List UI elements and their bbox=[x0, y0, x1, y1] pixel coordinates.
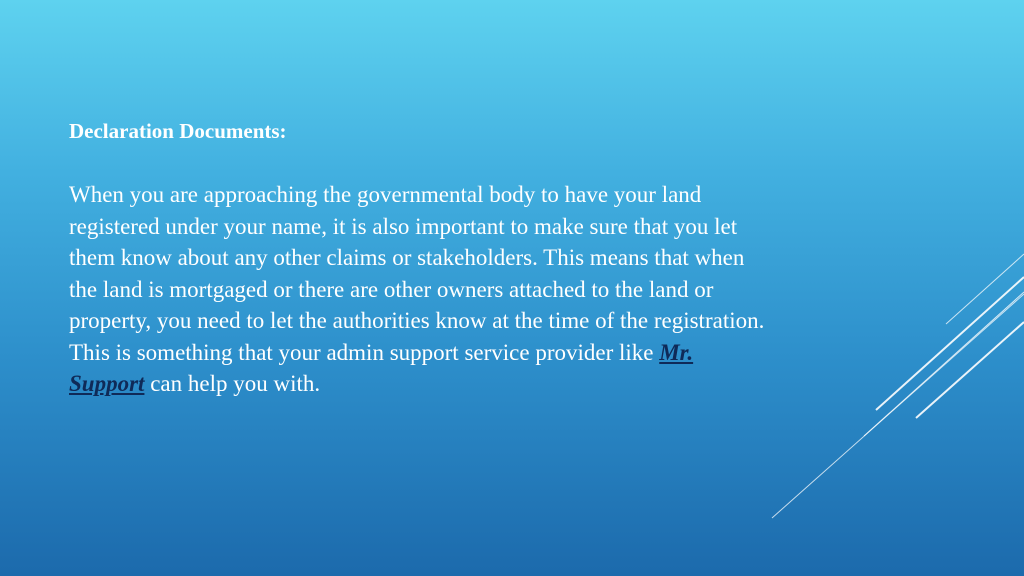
paragraph-text-before-link: When you are approaching the governmental body to have your land registered under your name, it is also important to make sure that you let them know about any other claims or stakeholders. This means that when the land is mortgaged or there are other owners attached to the land or property, you need to let the authorities know at the time of the registration. This is something that your admin support service provider like bbox=[69, 182, 765, 365]
decorative-line-3 bbox=[864, 292, 1024, 436]
paragraph-text-after-link: can help you with. bbox=[144, 371, 321, 396]
slide-content bbox=[69, 116, 769, 400]
decorative-line-5 bbox=[772, 294, 1024, 518]
spacer bbox=[69, 148, 769, 180]
slide-paragraph bbox=[69, 179, 769, 400]
decorative-line-4 bbox=[916, 322, 1024, 418]
decorative-line-2 bbox=[876, 277, 1024, 410]
decorative-line-1 bbox=[946, 254, 1024, 324]
mr-support-link[interactable]: Mr. Support bbox=[69, 339, 694, 396]
slide-heading: Declaration Documents: bbox=[69, 119, 287, 143]
